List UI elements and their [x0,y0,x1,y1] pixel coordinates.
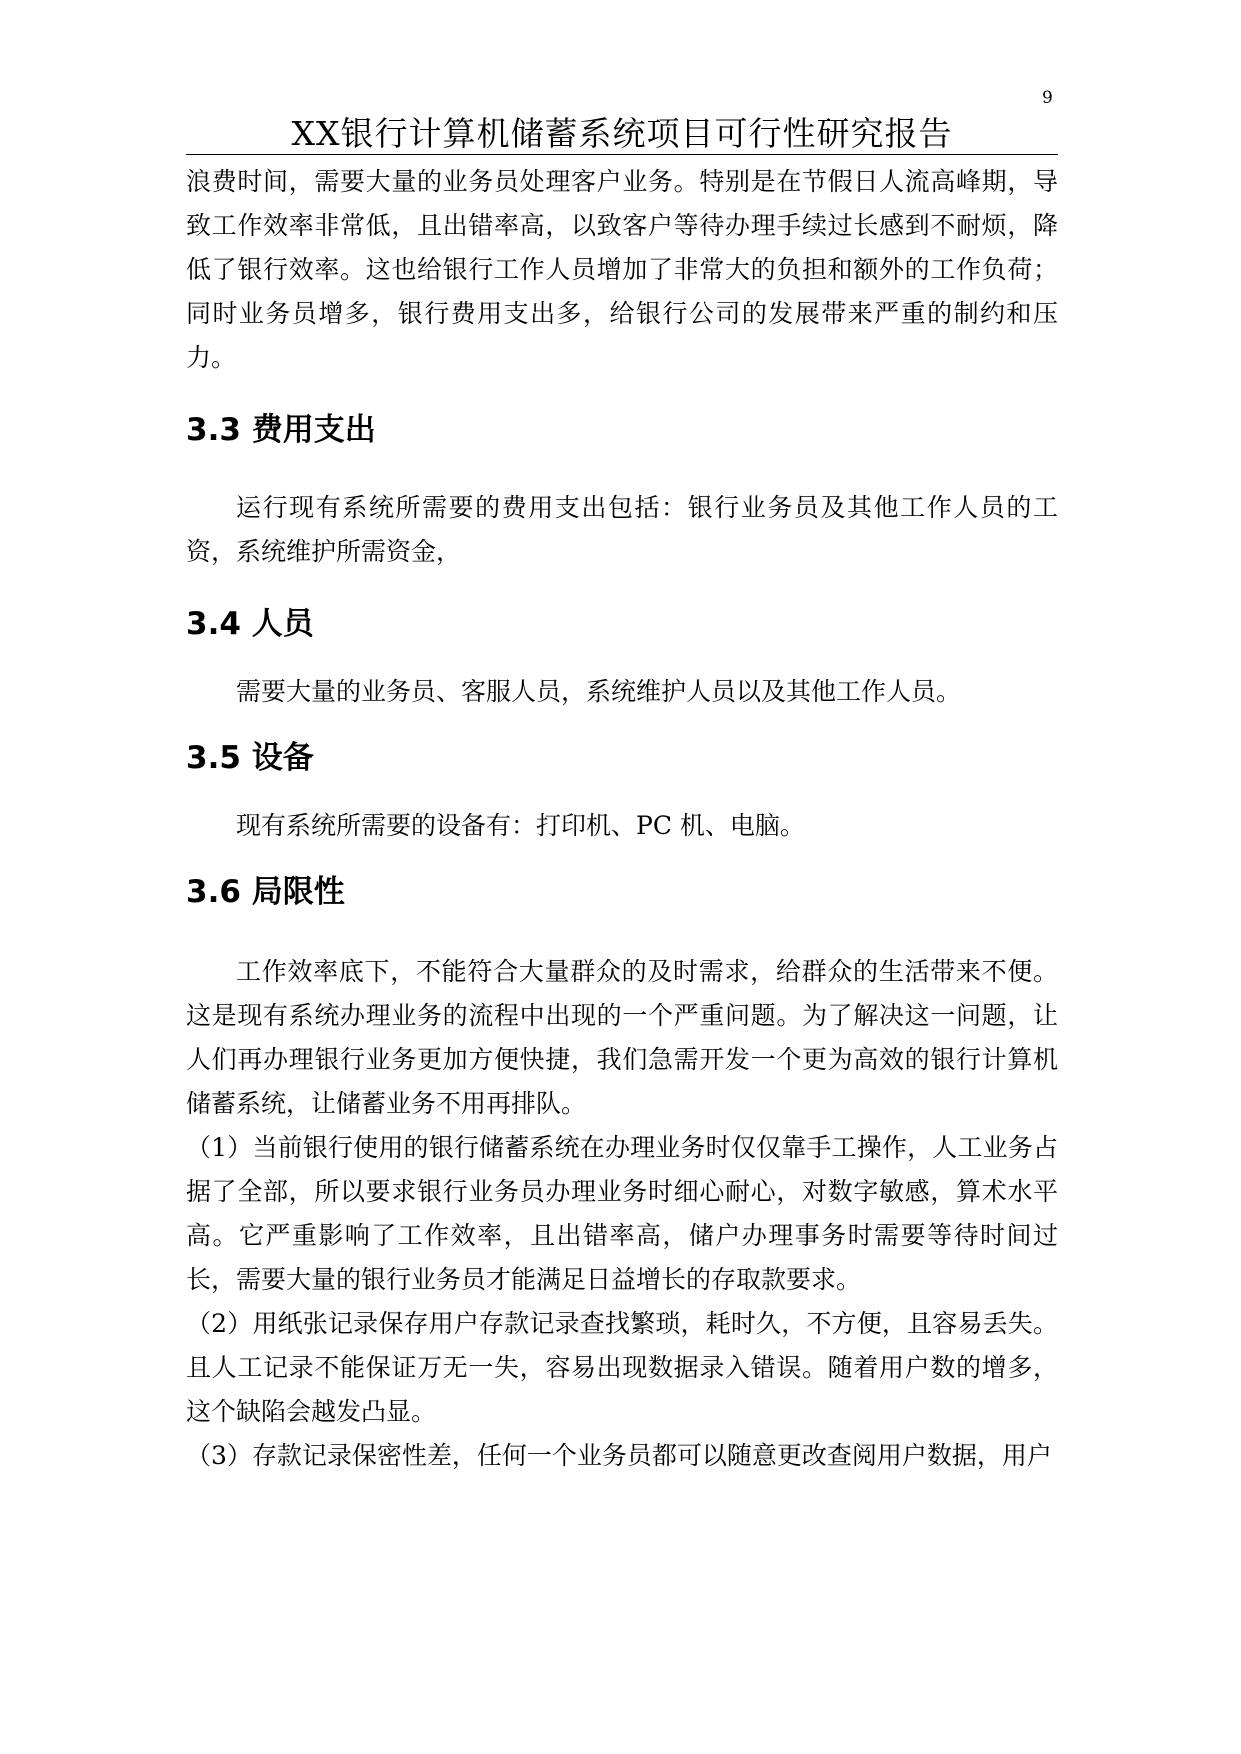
section-3-6-item-3: （3）存款记录保密性差，任何一个业务员都可以随意更改查阅用户数据，用户 [186,1441,1052,1470]
section-3-6-item-2: （2）用纸张记录保存用户存款记录查找繁琐，耗时久，不方便，且容易丢失。且人工记录不能保证万无一失，容易出现数据录入错误。随着用户数的增多，这个缺陷会越发凸显。 [186,1309,1058,1426]
section-3-4-paragraph: 需要大量的业务员、客服人员，系统维护人员以及其他工作人员。 [236,677,962,706]
page-number: 9 [1042,88,1053,108]
section-3-6-paragraph: 工作效率底下，不能符合大量群众的及时需求，给群众的生活带来不便。这是现有系统办理业务的流程中出现的一个严重问题。为了解决这一问题，让人们再办理银行业务更加方便快捷，我们急需开发一个更为高效的银行计算机储蓄系统，让储蓄业务不用再排队。 [186,957,1058,1118]
section-3-6-item-1: （1）当前银行使用的银行储蓄系统在办理业务时仅仅靠手工操作，人工业务占据了全部，所以要求银行业务员办理业务时细心耐心，对数字敏感，算术水平高。它严重影响了工作效率，且出错率高，储户办理事务时需要等待时间过长，需要大量的银行业务员才能满足日益增长的存取款要求。 [186,1133,1058,1294]
section-heading-3-6: 3.6 局限性 [186,874,345,910]
header-title: XX银行计算机储蓄系统项目可行性研究报告 [291,114,953,153]
section-heading-3-3: 3.3 费用支出 [186,412,376,448]
page-content [186,160,1058,1478]
section-heading-3-5: 3.5 设备 [186,740,314,776]
header-rule [186,154,1058,155]
section-3-5-paragraph: 现有系统所需要的设备有：打印机、PC 机、电脑。 [236,811,805,840]
section-3-3-paragraph: 运行现有系统所需要的费用支出包括：银行业务员及其他工作人员的工资，系统维护所需资金， [186,493,1058,566]
intro-paragraph: 浪费时间，需要大量的业务员处理客户业务。特别是在节假日人流高峰期，导致工作效率非常低，且出错率高，以致客户等待办理手续过长感到不耐烦，降低了银行效率。这也给银行工作人员增加了非常大的负担和额外的工作负荷；同时业务员增多，银行费用支出多，给银行公司的发展带来严重的制约和压力。 [186,167,1058,372]
section-heading-3-4: 3.4 人员 [186,606,314,642]
